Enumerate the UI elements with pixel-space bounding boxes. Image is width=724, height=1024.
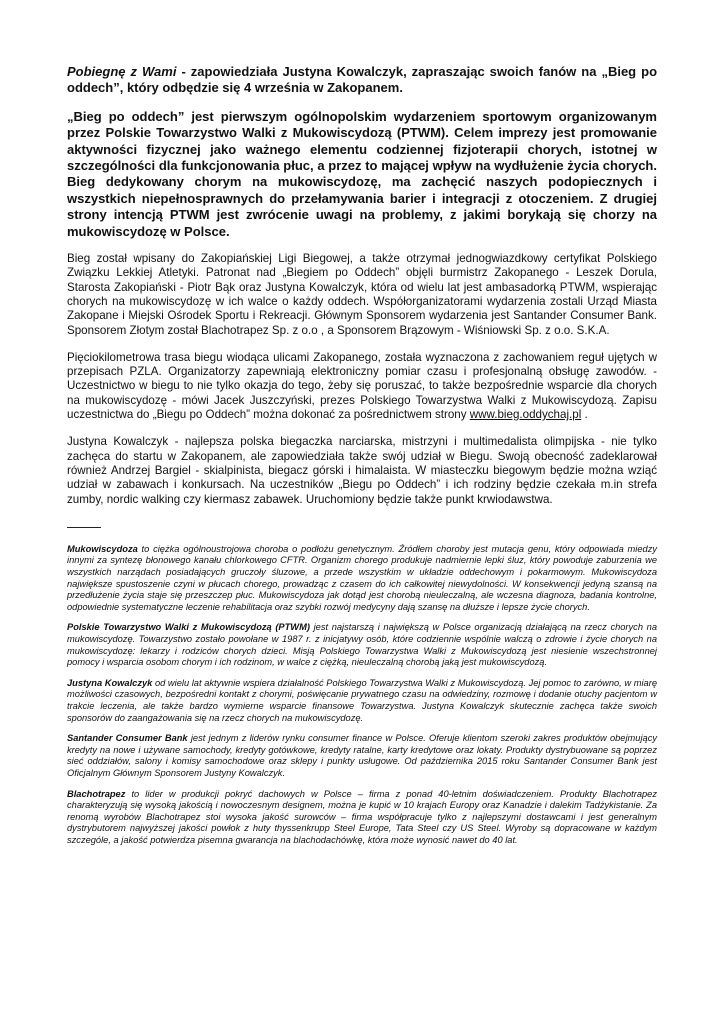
note-text: to lider w produkcji pokryć dachowych w Polsce – firma z ponad 40-letnim doświadczeniem. Produkty Blachotrapez charakteryzują się wysoką jakością i nowoczesnym designem, można je kupić w 10 krajach Europy oraz Kanadzie i dalekim Tadżykistanie. Za renomą wyrobów Blachotrapez stoi wysoka jakość surowców – firma współpracuje tylko z najlepszymi dostawcami i jest generalnym dystrybutorem najwyższej jakości powłok z huty thyssenkrupp Steel Europe, Tata Steel czy US Steel. Wyroby są dopracowane w każdym szczególe, a jakość potwierdza pisemna gwarancja na blachodachówkę, która może wynosić nawet do 40 lat. [67, 788, 657, 845]
note-mukowiscydoza [67, 544, 657, 614]
body-paragraph-route [67, 351, 657, 422]
note-text: jest najstarszą i największą w Polsce organizacją działającą na rzecz chorych na mukowiscydozę. Towarzystwo zostało powołane w 1987 r. z inicjatywy osób, które codziennie wspólnie walczą o zdrowie i życie chorych na mukowiscydozę: lekarzy i rodziców chorych dzieci. Misją Polskiego Towarzystwa Walki z Mukowiscydozą jest niesienie wszechstronnej pomocy i wsparcia osobom chorym i ich rodzinom, w walce z ciężką, nieuleczalną chorobą jaką jest mukowiscydozą. [67, 622, 657, 668]
note-term: Polskie Towarzystwo Walki z Mukowiscydozą (PTWM) [67, 622, 310, 633]
lead-quote: Pobiegnę z Wami [67, 64, 177, 79]
note-text: to ciężka ogólnoustrojowa choroba o podłożu genetycznym. Źródłem choroby jest mutacja genu, który odpowiada miedzy innymi za syntezę błonowego kanału chlorkowego CFTR. Organizm chorego produkuje nadmiernie lepki śluz, który powoduje zaburzenia we wszystkich narządach posiadających gruczoły śluzowe, a przede wszystkim w układzie oddechowym i pokarmowym. Mukowiscydoza największe spustoszenie czyni w płucach chorego, prowadząc z czasem do ich całkowitej niewydolności. W konsekwencji jedyną szansą na przedłużenie życia staje się przeszczep płuc. Mukowiscydoza jak dotąd jest chorobą nieuleczalną, ale wczesna diagnoza, badania kontrolne, odpowiednie systematyczne leczenie rehabilitacja oraz szybki rozwój medycyny dają szansę na dłuższe i lepsze życie chorych. [67, 543, 657, 612]
lead-paragraph-event: „Bieg po oddech” jest pierwszym ogólnopolskim wydarzeniem sportowym organizowanym przez Polskie Towarzystwo Walki z Mukowiscydozą (PTWM). Celem imprezy jest promowanie aktywności fizycznej jako ważnego elementu codziennej fizjoterapii chorych, istotnej w szczególności dla funkcjonowania płuc, a przez to mającej wpływ na wydłużenie życia chorych. Bieg dedykowany chorym na mukowiscydozę, ma zachęcić naszych podopiecznych i wszystkich niepełnosprawnych do przełamywania barier i integracji z otoczeniem. Z drugiej strony intencją PTWM jest zwrócenie uwagi na problemy, z jakimi borykają się chorzy na mukowiscydozę w Polsce. [67, 108, 657, 239]
lead-quote-text: - zapowiedziała Justyna Kowalczyk, zapraszając swoich fanów na „Bieg po oddech”, który odbędzie się 4 września w Zakopanem. [67, 64, 658, 96]
note-text: jest jednym z liderów rynku consumer finance w Polsce. Oferuje klientom szeroki zakres produktów obejmujący kredyty na nowe i używane samochody, kredyty gotówkowe, kredyty ratalne, karty kredytowe oraz lokaty. Produkty dystrybuowane są poprzez sieć oddziałów, salony i komisy samochodowe oraz sklepy i punkty usługowe. Od października 2015 roku Santander Consumer Bank jest Oficjalnym Głównym Sponsorem Justyny Kowalczyk. [67, 733, 657, 778]
note-kowalczyk [67, 678, 657, 724]
note-santander [67, 733, 657, 779]
note-term: Blachotrapez [67, 788, 126, 799]
footnote-separator [67, 527, 101, 528]
registration-link[interactable]: www.bieg.oddychaj.pl [469, 408, 582, 422]
route-text-end: . [581, 408, 588, 422]
note-term: Justyna Kowalczyk [67, 677, 153, 688]
route-text: Pięciokilometrowa trasa biegu wiodąca ulicami Zakopanego, została wyznaczona z zachowaniem reguł ujętych w przepisach PZLA. Organizatorzy zapewniają elektroniczny pomiar czasu i profesjonalną obsługę zawodów. - Uczestnictwo w biegu to nie tylko okazja do tego, żeby się poruszać, to także bezpośrednie wsparcie dla chorych na mukowiscydozę - mówi Jacek Juszczyński, prezes Polskiego Towarzystwa Walki z Mukowiscydozą. Zapisu uczestnictwa do „Biegu po Oddech” można dokonać za pośrednictwem strony [67, 350, 657, 422]
note-ptwm [67, 622, 657, 668]
body-paragraph-patronage: Bieg został wpisany do Zakopiańskiej Ligi Biegowej, a także otrzymał jednogwiazdkowy certyfikat Polskiego Związku Lekkiej Atletyki. Patronat nad „Biegiem po Oddech” objęli burmistrz Zakopanego - Leszek Dorula, Starosta Zakopiański - Piotr Bąk oraz Justyna Kowalczyk, która od wielu lat jest ambasadorką PTWM, wspierając chorych na mukowiscydozę w ich walce o każdy oddech. Współorganizatorami wydarzenia zostali Urząd Miasta Zakopane i Miejski Ośrodek Sportu i Rekreacji. Głównym Sponsorem wydarzenia jest Santander Consumer Bank. Sponsorem Złotym został Blachotrapez Sp. z o.o , a Sponsorem Brązowym - Wiśniowski Sp. z o.o. S.K.A. [67, 252, 657, 337]
note-term: Santander Consumer Bank [67, 733, 188, 744]
body-paragraph-kowalczyk: Justyna Kowalczyk - najlepsza polska biegaczka narciarska, mistrzyni i multimedalista olimpijska - nie tylko zachęca do startu w Zakopanem, ale zapowiedziała także swój udział w Biegu. Swoją obecność zadeklarował również Andrzej Bargiel - skialpinista, biegacz górski i himalaista. W miasteczku biegowym będzie można wziąć udział w zabawach i konkursach. Na uczestników „Biegu po Oddech” i ich rodziny będzie czekała m.in strefa zumby, nordic walking czy kiermasz zabawek. Uruchomiony będzie także punkt krwiodawstwa. [67, 435, 657, 506]
note-term: Mukowiscydoza [67, 543, 138, 554]
lead-paragraph-quote [67, 64, 657, 97]
note-blachotrapez [67, 789, 657, 847]
press-release-document [67, 64, 657, 855]
note-text: od wielu lat aktywnie wspiera działalność Polskiego Towarzystwa Walki z Mukowiscydozą. Jej pomoc to zarówno, w miarę możliwości czasowych, bezpośredni kontakt z chorymi, poświęcanie prywatnego czasu na odwiedziny, rozmowę i dodanie otuchy pacjentom w trakcie leczenia, ale także bardzo wymierne wsparcie finansowe Towarzystwa. Justyna Kowalczyk skutecznie zachęca także swoich sponsorów do zaangażowania się na rzecz chorych na mukowiscydozę. [67, 677, 657, 723]
